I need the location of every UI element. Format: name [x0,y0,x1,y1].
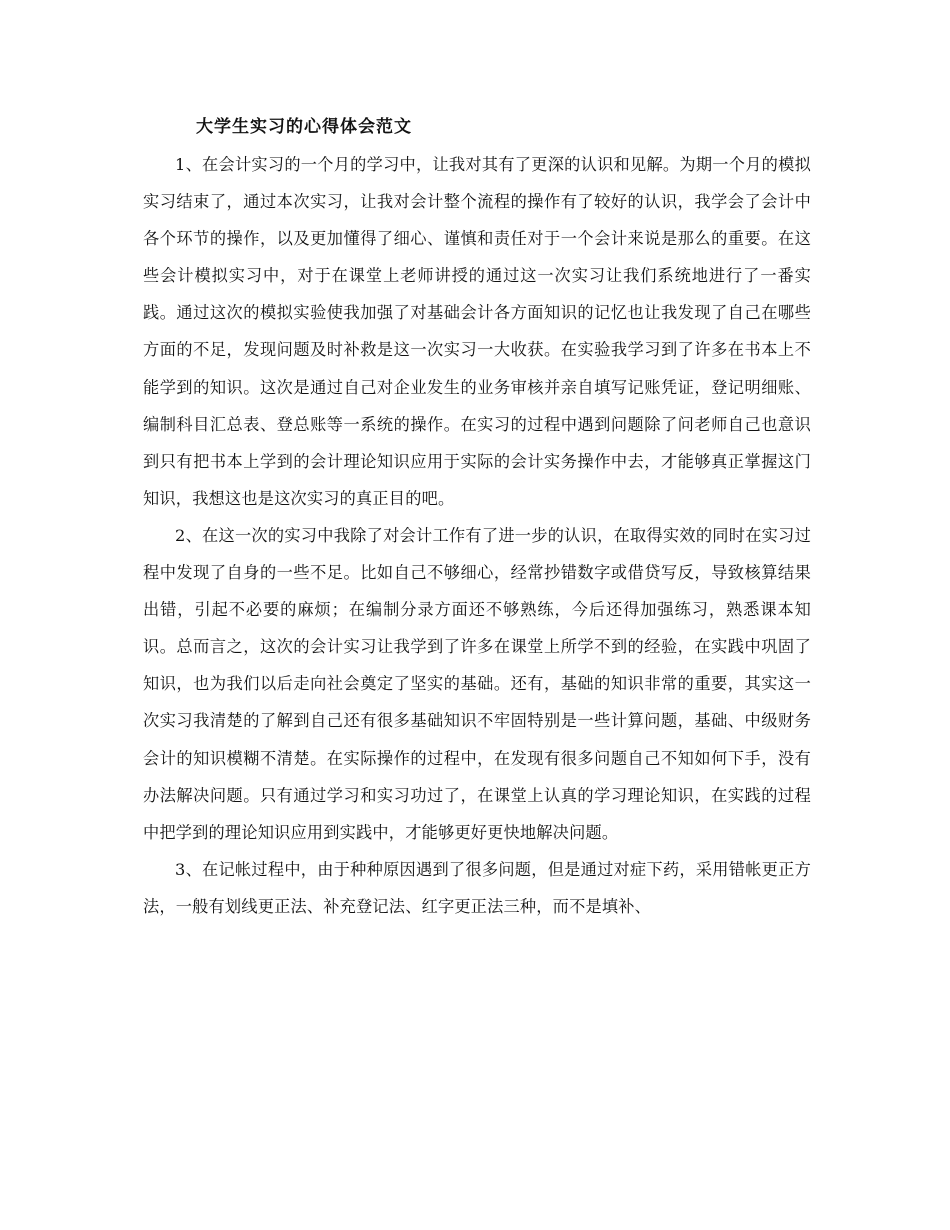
document-body [143,146,811,925]
paragraph-2: 2、在这一次的实习中我除了对会计工作有了进一步的认识，在取得实效的同时在实习过程中发现了自身的一些不足。比如自己不够细心，经常抄错数字或借贷写反，导致核算结果出错，引起不必要的麻烦；在编制分录方面还不够熟练，今后还得加强练习，熟悉课本知识。总而言之，这次的会计实习让我学到了许多在课堂上所学不到的经验，在实践中巩固了知识，也为我们以后走向社会奠定了坚实的基础。还有，基础的知识非常的重要，其实这一次实习我清楚的了解到自己还有很多基础知识不牢固特别是一些计算问题，基础、中级财务会计的知识模糊不清楚。在实际操作的过程中，在发现有很多问题自己不知如何下手，没有办法解决问题。只有通过学习和实习功过了，在课堂上认真的学习理论知识，在实践的过程中把学到的理论知识应用到实践中，才能够更好更快地解决问题。 [143,525,811,842]
paragraph-1: 1、在会计实习的一个月的学习中，让我对其有了更深的认识和见解。为期一个月的模拟实习结束了，通过本次实习，让我对会计整个流程的操作有了较好的认识，我学会了会计中各个环节的操作，以及更加懂得了细心、谨慎和责任对于一个会计来说是那么的重要。在这些会计模拟实习中，对于在课堂上老师讲授的通过这一次实习让我们系统地进行了一番实践。通过这次的模拟实验使我加强了对基础会计各方面知识的记忆也让我发现了自己在哪些方面的不足，发现问题及时补救是这一次实习一大收获。在实验我学习到了许多在书本上不能学到的知识。这次是通过自己对企业发生的业务审核并亲自填写记账凭证，登记明细账、编制科目汇总表、登总账等一系统的操作。在实习的过程中遇到问题除了问老师自己也意识到只有把书本上学到的会计理论知识应用于实际的会计实务操作中去，才能够真正掌握这门知识，我想这也是这次实习的真正目的吧。 [143,155,811,508]
paragraph-3: 3、在记帐过程中，由于种种原因遇到了很多问题，但是通过对症下药，采用错帐更正方法，一般有划线更正法、补充登记法、红字更正法三种，而不是填补、 [143,859,811,916]
document-title: 大学生实习的心得体会范文 [196,117,412,137]
